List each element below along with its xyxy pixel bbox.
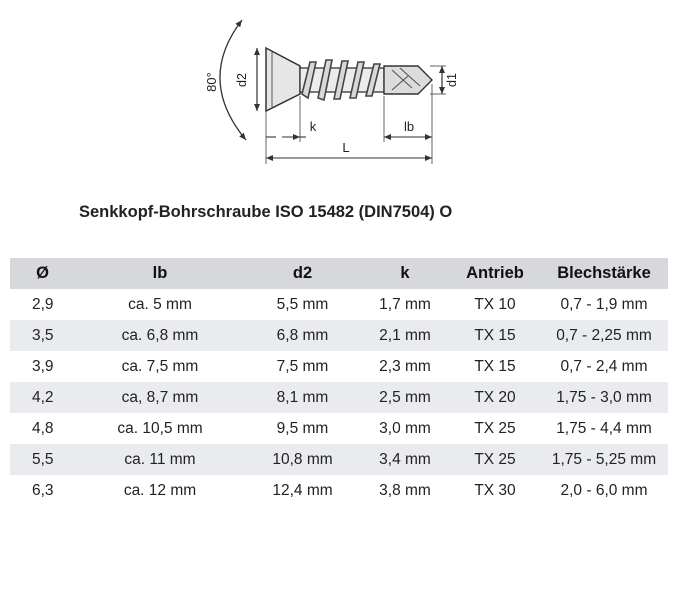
cell-d2: 7,5 mm bbox=[245, 351, 360, 382]
specification-table bbox=[10, 258, 668, 506]
header-lb: lb bbox=[75, 258, 245, 289]
cell-antrieb: TX 15 bbox=[450, 351, 540, 382]
d1-label: d1 bbox=[445, 73, 459, 87]
cell-blechstaerke: 2,0 - 6,0 mm bbox=[540, 475, 668, 506]
k-label: k bbox=[309, 119, 317, 134]
cell-lb: ca. 6,8 mm bbox=[75, 320, 245, 351]
header-diameter: Ø bbox=[10, 258, 75, 289]
lb-label: lb bbox=[403, 119, 415, 134]
table-header-row bbox=[10, 258, 668, 289]
cell-lb: ca. 7,5 mm bbox=[75, 351, 245, 382]
cell-blechstaerke: 1,75 - 3,0 mm bbox=[540, 382, 668, 413]
cell-blechstaerke: 1,75 - 4,4 mm bbox=[540, 413, 668, 444]
cell-k: 3,4 mm bbox=[360, 444, 450, 475]
cell-k: 1,7 mm bbox=[360, 289, 450, 320]
cell-lb: ca. 5 mm bbox=[75, 289, 245, 320]
cell-blechstaerke: 0,7 - 2,25 mm bbox=[540, 320, 668, 351]
table-row bbox=[10, 351, 668, 382]
screw-technical-drawing bbox=[0, 0, 674, 185]
d2-label: d2 bbox=[235, 73, 249, 87]
angle-label: 80° bbox=[204, 72, 219, 92]
L-label: L bbox=[342, 140, 350, 155]
header-blechstaerke: Blechstärke bbox=[540, 258, 668, 289]
cell-antrieb: TX 25 bbox=[450, 413, 540, 444]
cell-d2: 12,4 mm bbox=[245, 475, 360, 506]
cell-blechstaerke: 1,75 - 5,25 mm bbox=[540, 444, 668, 475]
cell-k: 2,5 mm bbox=[360, 382, 450, 413]
table-row bbox=[10, 444, 668, 475]
cell-antrieb: TX 30 bbox=[450, 475, 540, 506]
cell-diameter: 2,9 bbox=[10, 289, 75, 320]
cell-lb: ca. 11 mm bbox=[75, 444, 245, 475]
product-title: Senkkopf-Bohrschraube ISO 15482 (DIN7504) O bbox=[79, 203, 453, 221]
cell-d2: 10,8 mm bbox=[245, 444, 360, 475]
table-row bbox=[10, 475, 668, 506]
table-row bbox=[10, 382, 668, 413]
cell-antrieb: TX 10 bbox=[450, 289, 540, 320]
cell-d2: 5,5 mm bbox=[245, 289, 360, 320]
header-d2: d2 bbox=[245, 258, 360, 289]
cell-d2: 9,5 mm bbox=[245, 413, 360, 444]
cell-d2: 6,8 mm bbox=[245, 320, 360, 351]
cell-antrieb: TX 25 bbox=[450, 444, 540, 475]
cell-antrieb: TX 20 bbox=[450, 382, 540, 413]
cell-blechstaerke: 0,7 - 1,9 mm bbox=[540, 289, 668, 320]
cell-diameter: 3,5 bbox=[10, 320, 75, 351]
cell-blechstaerke: 0,7 - 2,4 mm bbox=[540, 351, 668, 382]
drill-tip bbox=[384, 66, 432, 94]
header-antrieb: Antrieb bbox=[450, 258, 540, 289]
cell-diameter: 4,8 bbox=[10, 413, 75, 444]
table-row bbox=[10, 320, 668, 351]
cell-k: 3,8 mm bbox=[360, 475, 450, 506]
cell-k: 2,1 mm bbox=[360, 320, 450, 351]
cell-diameter: 4,2 bbox=[10, 382, 75, 413]
table-row bbox=[10, 413, 668, 444]
cell-lb: ca. 12 mm bbox=[75, 475, 245, 506]
cell-diameter: 5,5 bbox=[10, 444, 75, 475]
cell-k: 3,0 mm bbox=[360, 413, 450, 444]
cell-antrieb: TX 15 bbox=[450, 320, 540, 351]
cell-diameter: 3,9 bbox=[10, 351, 75, 382]
cell-lb: ca. 10,5 mm bbox=[75, 413, 245, 444]
screw-head bbox=[266, 48, 300, 111]
cell-d2: 8,1 mm bbox=[245, 382, 360, 413]
header-k: k bbox=[360, 258, 450, 289]
table-row bbox=[10, 289, 668, 320]
cell-k: 2,3 mm bbox=[360, 351, 450, 382]
cell-lb: ca, 8,7 mm bbox=[75, 382, 245, 413]
cell-diameter: 6,3 bbox=[10, 475, 75, 506]
